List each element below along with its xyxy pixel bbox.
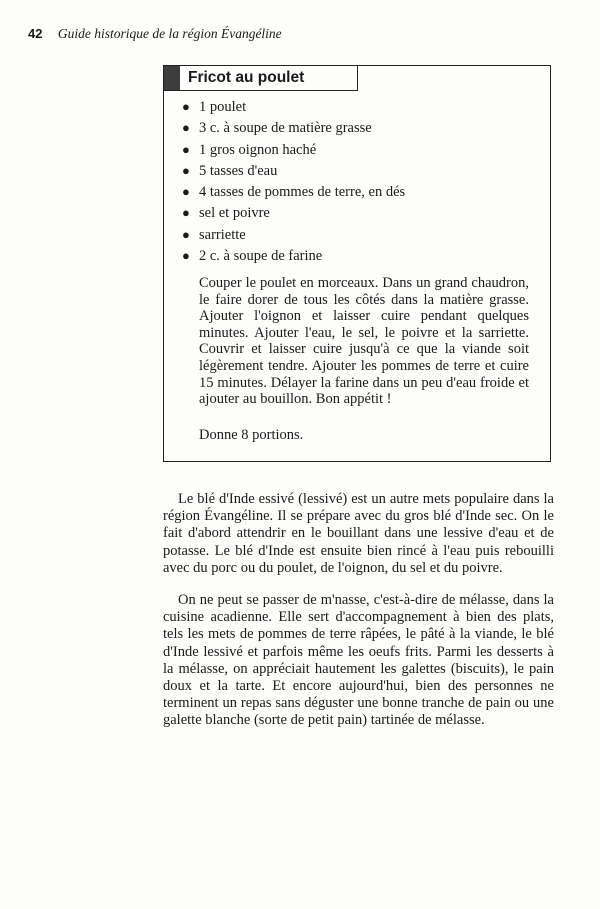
ingredient-item [182, 181, 405, 202]
bullet-icon: ● [182, 120, 190, 136]
bullet-icon: ● [182, 184, 190, 200]
running-title: Guide historique de la région Évangéline [57, 26, 282, 41]
recipe-yield: Donne 8 portions. [199, 427, 304, 443]
page-number: 42 [28, 26, 43, 41]
ingredient-text: sarriette [199, 226, 246, 243]
ingredient-text: 1 poulet [199, 99, 247, 115]
body-paragraph: On ne peut se passer de m'nasse, c'est-à-dire de mélasse, dans la cuisine acadienne. Elle sert d'accompagnement à bien des plats, tels les mets de pommes de terre râpées, le pâté à la viande, le blé d'Inde lessivé et parfois même les oeufs frits. Parmi les desserts à la mélasse, on appréciait hautement les galettes (biscuits), le pain doux et la tarte. Et encore aujourd'hui, bien des personnes ne terminent un repas sans déguster une bonne tranche de pain ou une galette blanche (sorte de petit pain) tartinée de mélasse. [163, 592, 554, 729]
ingredient-item [182, 117, 405, 138]
bullet-icon: ● [182, 141, 190, 157]
ingredient-text: 1 gros oignon haché [199, 141, 317, 158]
ingredient-item [182, 160, 405, 181]
bullet-icon: ● [182, 162, 190, 178]
bullet-icon: ● [182, 226, 190, 242]
bullet-icon: ● [182, 99, 190, 114]
page-header [28, 26, 282, 42]
ingredient-text: sel et poivre [199, 205, 270, 222]
ingredient-item [182, 96, 405, 117]
bullet-icon: ● [182, 248, 190, 264]
recipe-method: Couper le poulet en morceaux. Dans un grand chaudron, le faire dorer de tous les côtés dans la matière grasse. Ajouter l'oignon et laisser cuire pendant quelques minutes. Ajouter l'eau, le sel, le poivre et la sarriette. Couvrir et laisser cuire jusqu'à ce que la viande soit légèrement tendre. Ajouter les pommes de terre et cuire 15 minutes. Délayer la farine dans un peu d'eau froide et ajouter au bouillon. Bon appétit ! [199, 275, 529, 408]
bullet-icon: ● [182, 205, 190, 221]
ingredient-text: 4 tasses de pommes de terre, en dés [199, 184, 406, 201]
ingredient-item [182, 245, 405, 266]
ingredient-text: 2 c. à soupe de farine [199, 248, 323, 265]
ingredient-item [182, 224, 405, 245]
ingredient-text: 3 c. à soupe de matière grasse [199, 120, 372, 137]
ingredient-item [182, 202, 405, 223]
ingredient-text: 5 tasses d'eau [199, 162, 278, 179]
body-paragraph: Le blé d'Inde essivé (lessivé) est un autre mets populaire dans la région Évangéline. Il se prépare avec du gros blé d'Inde sec. On le fait d'abord attendrir en le bouillant dans une lessive d'eau et de potasse. Le blé d'Inde est ensuite bien rincé à l'eau puis rebouilli avec du porc ou du poulet, de l'oignon, du sel et du poivre. [163, 491, 554, 576]
title-accent-bar [164, 66, 180, 90]
recipe-title: Fricot au poulet [188, 69, 305, 86]
recipe-box [163, 65, 551, 462]
recipe-title-tab [163, 65, 358, 91]
ingredient-list [182, 96, 405, 266]
ingredient-item [182, 139, 405, 160]
